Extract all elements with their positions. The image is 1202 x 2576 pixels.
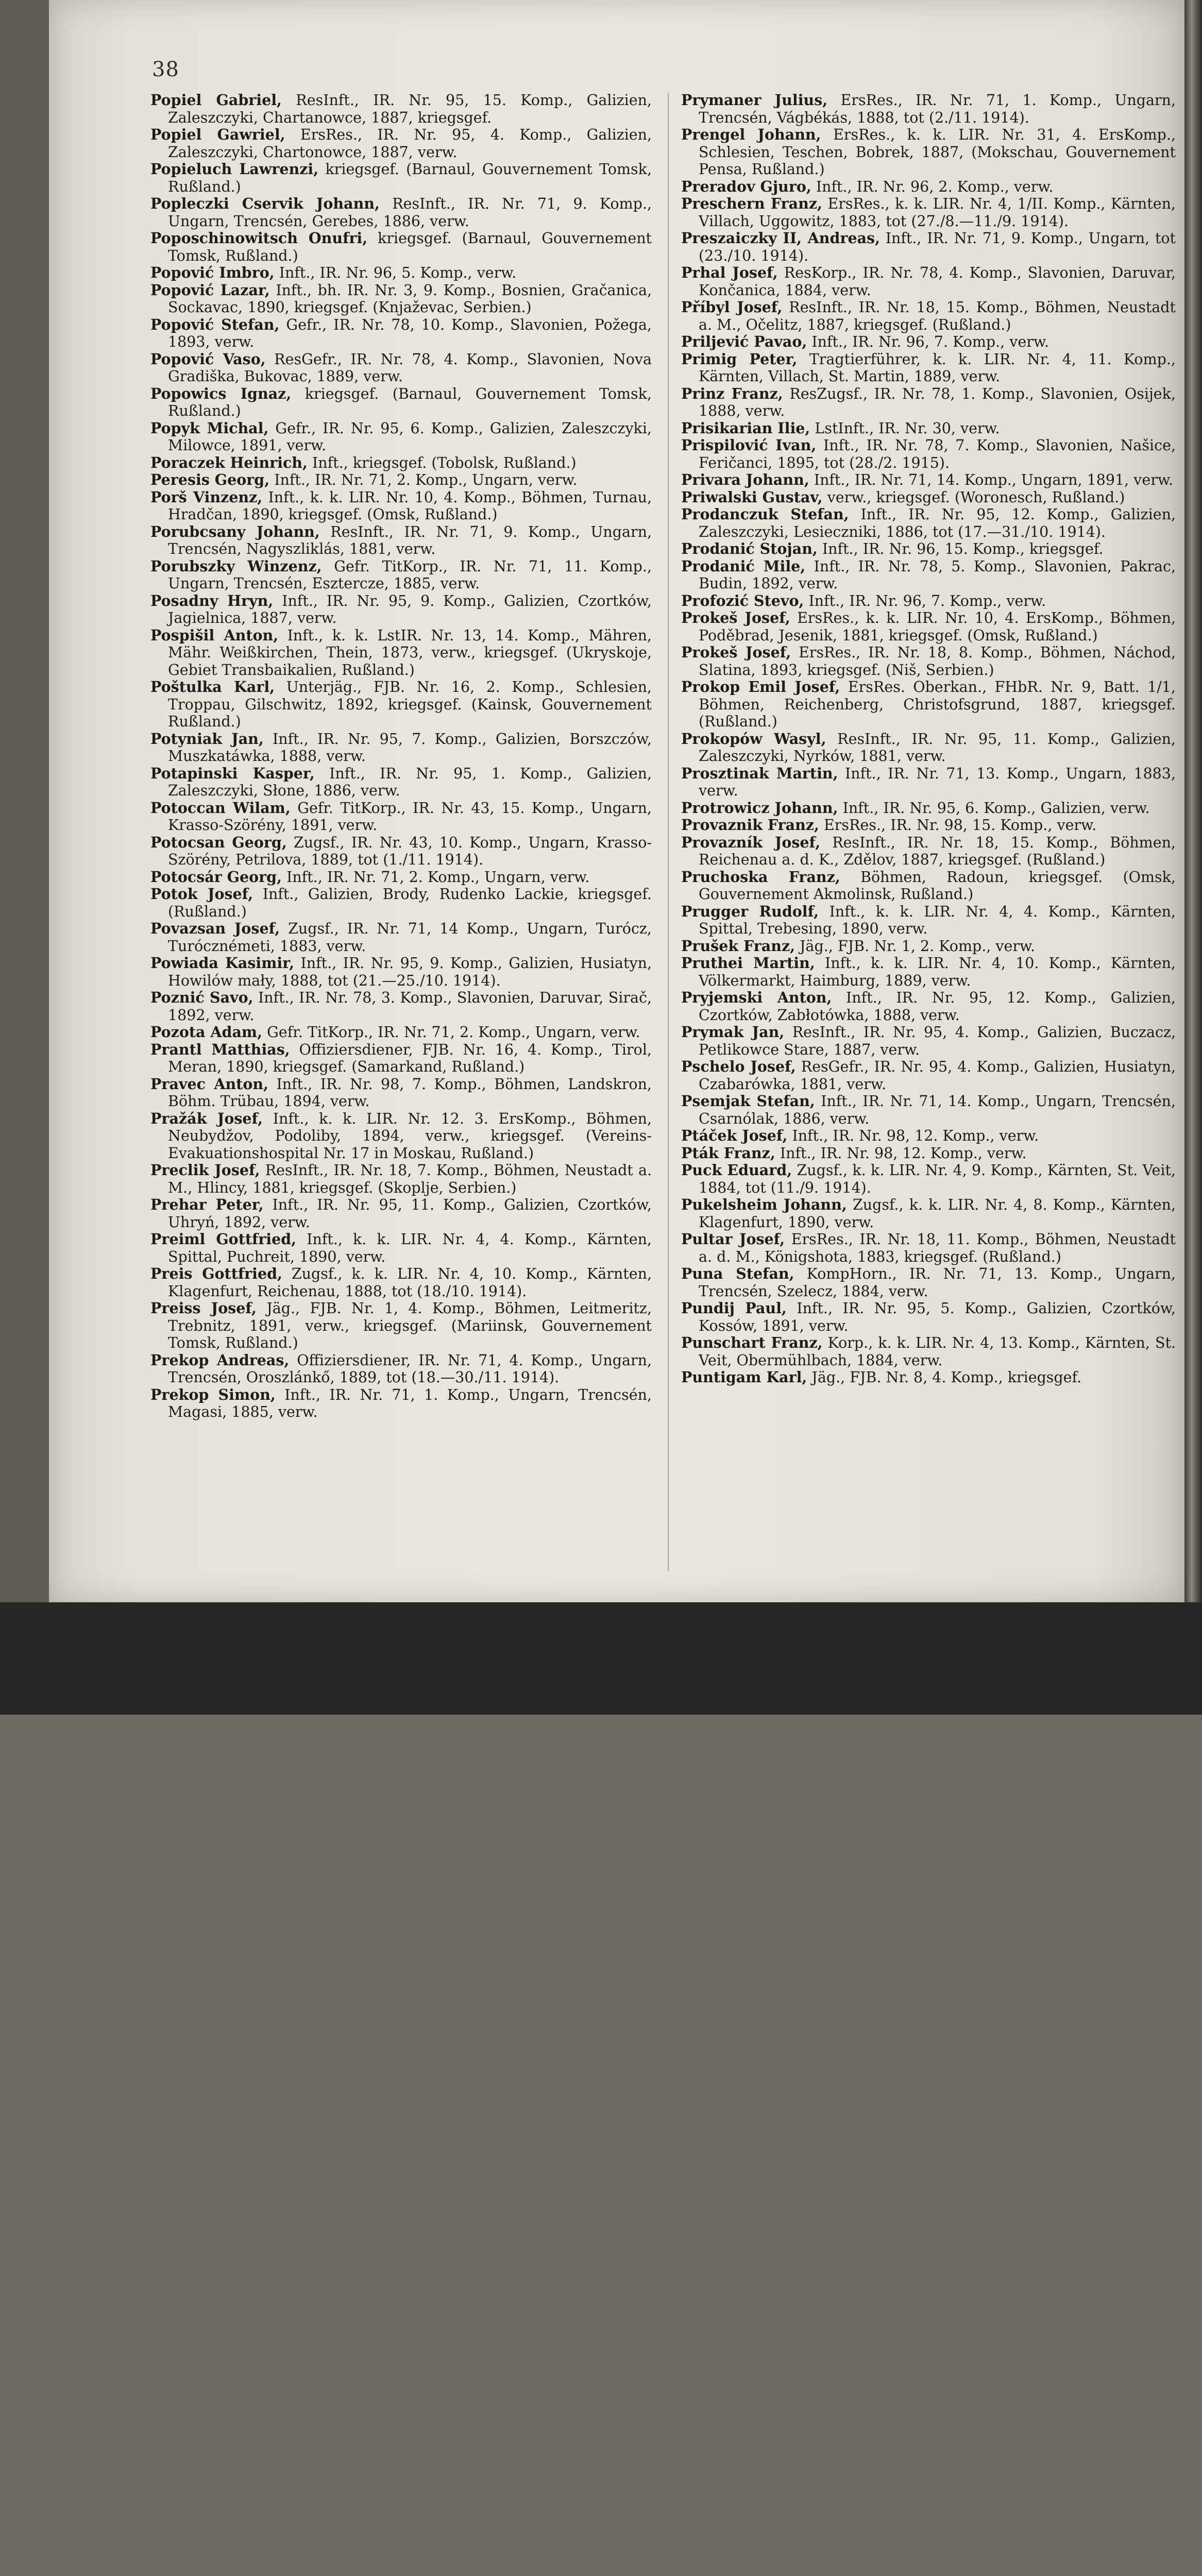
- entry-details: Inft., IR. Nr. 95, 5. Komp., Galizien, Czortków, Kossów, 1891, verw.: [699, 1300, 1176, 1334]
- entry-name: Potoccan Wilam,: [150, 799, 291, 817]
- entry-details: kriegsgef. (Barnaul, Gouvernement Tomsk, Rußland.): [168, 230, 652, 264]
- register-entry: [150, 1386, 652, 1421]
- column-divider: [668, 93, 669, 1571]
- entry-details: Inft., IR. Nr. 71, 14. Komp., Ungarn, 1891, verw.: [814, 471, 1173, 488]
- entry-name: Privara Johann,: [681, 471, 809, 488]
- register-entry: [150, 989, 652, 1024]
- entry-details: ResInft., IR. Nr. 95, 15. Komp., Galizien, Zaleszczyki, Chartanowce, 1887, kriegsgef.: [168, 92, 652, 126]
- entry-name: Prokopów Wasyl,: [681, 730, 826, 748]
- register-entry: [681, 264, 1176, 299]
- entry-details: Offiziersdiener, IR. Nr. 71, 4. Komp., Ungarn, Trencsén, Oroszlánkő, 1889, tot (18.—30./11. 1914).: [168, 1351, 652, 1386]
- entry-details: ResGefr., IR. Nr. 95, 4. Komp., Galizien, Husiatyn, Czabarówka, 1881, verw.: [699, 1058, 1176, 1093]
- entry-name: Pschelo Josef,: [681, 1058, 796, 1075]
- entry-details: ErsRes., k. k. LIR. Nr. 31, 4. ErsKomp., Schlesien, Teschen, Bobrek, 1887, (Mokschau, Gouvernement Pensa, Rußland.): [699, 126, 1176, 178]
- register-entry: [681, 800, 1176, 817]
- entry-details: Inft., k. k. LstIR. Nr. 13, 14. Komp., Mähren, Mähr. Weißkirchen, Thein, 1873, verw., kriegsgef. (Ukryskoje, Gebiet Transbaikalien, Rußland.): [168, 626, 652, 679]
- entry-name: Porubszky Winzenz,: [150, 557, 322, 575]
- entry-details: Inft., IR. Nr. 78, 5. Komp., Slavonien, Pakrac, Budin, 1892, verw.: [699, 557, 1176, 592]
- entry-name: Popowics Ignaz,: [150, 384, 292, 402]
- register-entry: [681, 955, 1176, 989]
- entry-name: Preszaiczky II, Andreas,: [681, 229, 881, 247]
- register-entry: [681, 592, 1176, 610]
- entry-details: Unterjäg., FJB. Nr. 16, 2. Komp., Schlesien, Troppau, Gilschwitz, 1892, kriegsgef. (Kainsk, Gouvernement Rußland.): [168, 679, 652, 730]
- entry-name: Prispilović Ivan,: [681, 436, 817, 454]
- entry-name: Psemjak Stefan,: [681, 1092, 815, 1110]
- entry-details: Gefr. TitKorp., IR. Nr. 71, 2. Komp., Ungarn, verw.: [267, 1024, 640, 1041]
- entry-details: Inft., IR. Nr. 78, 3. Komp., Slavonien, Daruvar, Sirač, 1892, verw.: [168, 989, 652, 1024]
- register-entry: [150, 230, 652, 264]
- entry-name: Preiml Gottfried,: [150, 1230, 297, 1248]
- entry-name: Pundij Paul,: [681, 1299, 787, 1317]
- register-entry: [150, 558, 652, 592]
- register-entry: [681, 817, 1176, 834]
- register-entry: [681, 178, 1176, 196]
- entry-details: ErsRes. Oberkan., FHbR. Nr. 9, Batt. 1/1, Böhmen, Reichenberg, Christofsgrund, 1887, kriegsgef. (Rußland.): [699, 679, 1176, 730]
- entry-details: ResInft., IR. Nr. 71, 9. Komp., Ungarn, Trencsén, Gerebes, 1886, verw.: [168, 195, 652, 230]
- register-entry: [681, 834, 1176, 869]
- entry-name: Pruchoska Franz,: [681, 868, 840, 886]
- entry-name: Prinz Franz,: [681, 384, 783, 402]
- entry-name: Pruthei Martin,: [681, 954, 815, 972]
- entry-details: Zugsf., k. k. LIR. Nr. 4, 9. Komp., Kärnten, St. Veit, 1884, tot (11./9. 1914).: [699, 1162, 1176, 1196]
- register-entry: [150, 1024, 652, 1041]
- entry-name: Porubcsany Johann,: [150, 522, 320, 540]
- entry-details: Zugsf., IR. Nr. 71, 14 Komp., Ungarn, Turócz, Turócznémeti, 1883, verw.: [168, 920, 652, 955]
- entry-name: Puntigam Karl,: [681, 1368, 807, 1386]
- register-entry: [150, 420, 652, 454]
- entry-details: Inft., IR. Nr. 98, 7. Komp., Böhmen, Landskron, Böhm. Trübau, 1894, verw.: [168, 1075, 652, 1110]
- entry-details: ResInft., IR. Nr. 95, 4. Komp., Galizien, Buczacz, Petlikowce Stare, 1887, verw.: [699, 1024, 1176, 1058]
- register-entry: [150, 126, 652, 161]
- entry-name: Prokeš Josef,: [681, 643, 791, 661]
- register-entry: [681, 679, 1176, 731]
- entry-name: Prekop Andreas,: [150, 1351, 290, 1369]
- entry-details: kriegsgef. (Barnaul, Gouvernement Tomsk, Rußland.): [168, 161, 652, 195]
- register-entry: [681, 1058, 1176, 1093]
- entry-details: Zugsf., IR. Nr. 43, 10. Komp., Ungarn, Krasso-Szörény, Petrilova, 1889, tot (1./11. 1914).: [168, 834, 652, 868]
- register-entry: [150, 1265, 652, 1300]
- entry-name: Poštulka Karl,: [150, 678, 275, 696]
- entry-name: Popleczki Cservik Johann,: [150, 195, 380, 212]
- register-entry: [681, 1196, 1176, 1231]
- register-entry: [681, 195, 1176, 230]
- entry-details: Inft., IR. Nr. 98, 12. Komp., verw.: [792, 1127, 1039, 1144]
- entry-details: Inft., k. k. LIR. Nr. 4, 10. Komp., Kärnten, Völkermarkt, Haimburg, 1889, verw.: [699, 955, 1176, 989]
- entry-details: Inft., bh. IR. Nr. 3, 9. Komp., Bosnien, Gračanica, Sockavac, 1890, kriegsgef. (Knjaževac, Serbien.): [168, 281, 652, 316]
- register-entry: [681, 903, 1176, 938]
- entry-details: ResInft., IR. Nr. 18, 7. Komp., Böhmen, Neustadt a. M., Hlincy, 1881, kriegsgef. (Skoplje, Serbien.): [168, 1162, 652, 1196]
- register-entry: [150, 282, 652, 316]
- entry-name: Pultar Josef,: [681, 1230, 785, 1248]
- register-entry: [150, 834, 652, 869]
- register-entry: [150, 1162, 652, 1196]
- entry-name: Prisikarian Ilie,: [681, 419, 810, 437]
- register-entry: [681, 540, 1176, 558]
- entry-details: Inft., IR. Nr. 98, 12. Komp., verw.: [780, 1144, 1027, 1162]
- entry-name: Příbyl Josef,: [681, 298, 783, 316]
- entry-details: Inft., k. k. LIR. Nr. 4, 4. Komp., Kärnten, Spittal, Puchreit, 1890, verw.: [168, 1231, 652, 1265]
- register-entry: [681, 351, 1176, 385]
- register-entry: [681, 609, 1176, 644]
- entry-details: ResGefr., IR. Nr. 78, 4. Komp., Slavonien, Nova Gradiška, Bukovac, 1889, verw.: [168, 350, 652, 385]
- entry-details: Inft., IR. Nr. 71, 13. Komp., Ungarn, 1883, verw.: [699, 765, 1176, 799]
- entry-details: Gefr. TitKorp., IR. Nr. 43, 15. Komp., Ungarn, Krasso-Szörény, 1891, verw.: [168, 799, 652, 834]
- entry-details: Tragtierführer, k. k. LIR. Nr. 4, 11. Komp., Kärnten, Villach, St. Martin, 1889, verw.: [699, 350, 1176, 385]
- entry-name: Posadny Hryn,: [150, 591, 274, 609]
- register-entry: [150, 765, 652, 800]
- entry-name: Punschart Franz,: [681, 1334, 823, 1351]
- entry-name: Pozota Adam,: [150, 1023, 263, 1041]
- entry-details: Inft., IR. Nr. 95, 12. Komp., Galizien, Zaleszczyki, Lesieczniki, 1886, tot (17.—31./10. 1914).: [699, 506, 1176, 540]
- entry-details: Inft., Galizien, Brody, Rudenko Lackie, kriegsgef. (Rußland.): [168, 886, 652, 920]
- register-entry: [681, 437, 1176, 471]
- register-entry: [681, 126, 1176, 178]
- entry-details: Offiziersdiener, FJB. Nr. 16, 4. Komp., Tirol, Meran, 1890, kriegsgef. (Samarkand, Rußland.): [168, 1041, 652, 1075]
- entry-name: Profozić Stevo,: [681, 591, 804, 609]
- page-edge: [1184, 0, 1202, 1715]
- entry-details: Inft., IR. Nr. 96, 5. Komp., verw.: [279, 264, 517, 281]
- entry-name: Popyk Michal,: [150, 419, 269, 437]
- entry-details: Gefr. TitKorp., IR. Nr. 71, 11. Komp., Ungarn, Trencsén, Esztercze, 1885, verw.: [168, 557, 652, 592]
- entry-details: Böhmen, Radoun, kriegsgef. (Omsk, Gouvernement Akmolinsk, Rußland.): [699, 868, 1176, 903]
- entry-details: Zugsf., k. k. LIR. Nr. 4, 10. Komp., Kärnten, Klagenfurt, Reichenau, 1888, tot (18./10. 1914).: [168, 1265, 652, 1300]
- entry-name: Priwalski Gustav,: [681, 488, 823, 506]
- entry-name: Prodanić Mile,: [681, 557, 806, 575]
- entry-details: Gefr., IR. Nr. 95, 6. Komp., Galizien, Zaleszczyki, Milowce, 1891, verw.: [168, 419, 652, 454]
- entry-name: Popieluch Lawrenzi,: [150, 160, 319, 178]
- entry-details: ResInft., IR. Nr. 95, 11. Komp., Galizien, Zaleszczyki, Nyrków, 1881, verw.: [699, 730, 1176, 765]
- register-entry: [681, 1093, 1176, 1127]
- entry-details: Inft., IR. Nr. 71, 2. Komp., Ungarn, verw.: [286, 868, 590, 886]
- entry-details: ResKorp., IR. Nr. 78, 4. Komp., Slavonien, Daruvar, Končanica, 1884, verw.: [699, 264, 1176, 299]
- entry-name: Povazsan Josef,: [150, 920, 280, 937]
- register-entry: [150, 920, 652, 955]
- register-entry: [681, 1127, 1176, 1145]
- page-number: 38: [152, 58, 179, 81]
- entry-details: Inft., IR. Nr. 95, 6. Komp., Galizien, verw.: [842, 799, 1150, 817]
- entry-name: Porš Vinzenz,: [150, 488, 263, 506]
- register-entry: [150, 1231, 652, 1265]
- entry-details: Inft., IR. Nr. 95, 9. Komp., Galizien, Czortków, Jagielnica, 1887, verw.: [168, 592, 652, 626]
- entry-name: Prymaner Julius,: [681, 91, 828, 109]
- register-entry: [150, 592, 652, 627]
- register-entry: [150, 264, 652, 282]
- register-entry: [150, 1300, 652, 1352]
- entry-name: Popović Imbro,: [150, 264, 275, 281]
- register-entry: [150, 523, 652, 558]
- entry-details: ErsRes., IR. Nr. 98, 15. Komp., verw.: [824, 817, 1097, 834]
- register-entry: [681, 1162, 1176, 1196]
- entry-name: Pražák Josef,: [150, 1109, 263, 1127]
- entry-details: LstInft., IR. Nr. 30, verw.: [815, 419, 1000, 437]
- entry-name: Pravec Anton,: [150, 1075, 268, 1093]
- entry-name: Provaznik Franz,: [681, 816, 819, 834]
- register-entry: [150, 454, 652, 472]
- entry-name: Prengel Johann,: [681, 126, 821, 143]
- entry-name: Potok Josef,: [150, 885, 253, 903]
- register-entry: [681, 489, 1176, 506]
- register-entry: [150, 1196, 652, 1231]
- register-entry: [681, 644, 1176, 679]
- entry-name: Prodanczuk Stefan,: [681, 505, 849, 523]
- register-entry: [150, 1041, 652, 1076]
- register-entry: [681, 230, 1176, 264]
- register-entry: [150, 316, 652, 351]
- entry-details: Gefr., IR. Nr. 78, 10. Komp., Slavonien, Požega, 1893, verw.: [168, 316, 652, 350]
- register-entry: [150, 195, 652, 230]
- entry-name: Protrowicz Johann,: [681, 799, 838, 817]
- entry-details: Inft., IR. Nr. 96, 15. Komp., kriegsgef.: [822, 540, 1104, 557]
- register-entry: [681, 1369, 1176, 1386]
- entry-details: Inft., IR. Nr. 71, 14. Komp., Ungarn, Trencsén, Csarnólak, 1886, verw.: [699, 1093, 1176, 1127]
- register-entry: [681, 765, 1176, 800]
- entry-name: Preclik Josef,: [150, 1161, 260, 1179]
- register-entry: [681, 989, 1176, 1024]
- register-entry: [681, 1334, 1176, 1369]
- entry-details: Inft., IR. Nr. 96, 7. Komp., verw.: [811, 333, 1049, 350]
- right-column: [681, 92, 1176, 1386]
- entry-details: Jäg., FJB. Nr. 1, 2. Komp., verw.: [800, 937, 1036, 955]
- left-column: [150, 92, 652, 1421]
- entry-details: Inft., IR. Nr. 95, 12. Komp., Galizien, Czortków, Zabłotówka, 1888, verw.: [699, 989, 1176, 1024]
- entry-name: Prymak Jan,: [681, 1023, 785, 1041]
- register-entry: [150, 627, 652, 679]
- entry-details: ErsRes., IR. Nr. 18, 11. Komp., Böhmen, Neustadt a. d. M., Königshota, 1883, kriegsgef. (Rußland.): [699, 1231, 1176, 1265]
- entry-details: Inft., k. k. LIR. Nr. 12. 3. ErsKomp., Böhmen, Neubydžov, Podoliby, 1894, verw., kriegsgef. (Vereins-Evakuationshospital Nr. 17 in Moskau, Rußland.): [168, 1110, 652, 1162]
- entry-details: ErsRes., IR. Nr. 71, 1. Komp., Ungarn, Trencsén, Vágbékás, 1888, tot (2./11. 1914).: [699, 92, 1176, 126]
- register-entry: [150, 886, 652, 920]
- entry-name: Provazník Josef,: [681, 833, 821, 851]
- register-entry: [681, 1145, 1176, 1162]
- entry-name: Pryjemski Anton,: [681, 989, 832, 1006]
- register-entry: [150, 471, 652, 489]
- entry-details: ErsRes., IR. Nr. 95, 4. Komp., Galizien, Zaleszczyki, Chartonowce, 1887, verw.: [168, 126, 652, 161]
- entry-details: Inft., IR. Nr. 95, 9. Komp., Galizien, Husiatyn, Howilów mały, 1888, tot (21.—25./10. 1914).: [168, 955, 652, 989]
- entry-name: Pukelsheim Johann,: [681, 1196, 847, 1213]
- entry-name: Prantl Matthias,: [150, 1040, 290, 1058]
- entry-name: Preiss Josef,: [150, 1299, 257, 1317]
- entry-name: Potyniak Jan,: [150, 730, 264, 748]
- entry-name: Prekop Simon,: [150, 1385, 276, 1403]
- entry-name: Popović Lazar,: [150, 281, 270, 299]
- entry-name: Prugger Rudolf,: [681, 902, 819, 920]
- register-entry: [150, 679, 652, 731]
- entry-name: Primig Peter,: [681, 350, 798, 368]
- entry-name: Poraczek Heinrich,: [150, 453, 308, 471]
- register-entry: [150, 1076, 652, 1110]
- entry-name: Prokeš Josef,: [681, 609, 790, 626]
- register-entry: [681, 299, 1176, 333]
- viewer-footer: [0, 1602, 1202, 1715]
- register-entry: [681, 938, 1176, 955]
- entry-details: Inft., IR. Nr. 78, 7. Komp., Slavonien, Našice, Feričanci, 1895, tot (28./2. 1915).: [699, 437, 1176, 471]
- entry-details: Inft., kriegsgef. (Tobolsk, Rußland.): [312, 454, 577, 471]
- entry-details: Inft., IR. Nr. 95, 1. Komp., Galizien, Zaleszczyki, Słone, 1886, verw.: [168, 765, 652, 799]
- entry-name: Prušek Franz,: [681, 937, 795, 955]
- register-entry: [150, 161, 652, 195]
- register-entry: [150, 92, 652, 126]
- register-entry: [150, 869, 652, 886]
- entry-name: Pták Franz,: [681, 1144, 775, 1162]
- entry-details: ResInft., IR. Nr. 71, 9. Komp., Ungarn, Trencsén, Nagyszliklás, 1881, verw.: [168, 523, 652, 557]
- register-entry: [681, 558, 1176, 592]
- entry-details: kriegsgef. (Barnaul, Gouvernement Tomsk, Rußland.): [168, 385, 652, 419]
- entry-name: Potapinski Kasper,: [150, 764, 315, 782]
- entry-details: KompHorn., IR. Nr. 71, 13. Komp., Ungarn, Trencsén, Szelecz, 1884, verw.: [699, 1265, 1176, 1300]
- entry-details: Inft., IR. Nr. 95, 7. Komp., Galizien, Borszczów, Muszkatáwka, 1888, verw.: [168, 730, 652, 765]
- entry-details: Jäg., FJB. Nr. 1, 4. Komp., Böhmen, Leitmeritz, Trebnitz, 1891, verw., kriegsgef. (Mariinsk, Gouvernement Tomsk, Rußland.): [168, 1300, 652, 1351]
- entry-name: Priljević Pavao,: [681, 333, 807, 350]
- register-entry: [681, 869, 1176, 903]
- entry-details: Inft., k. k. LIR. Nr. 10, 4. Komp., Böhmen, Turnau, Hradčan, 1890, kriegsgef. (Omsk, Rußland.): [168, 488, 652, 523]
- entry-details: ErsRes., k. k. LIR. Nr. 4, 1/II. Komp., Kärnten, Villach, Uggowitz, 1883, tot (27./8.—11./9. 1914).: [699, 195, 1176, 230]
- entry-details: Korp., k. k. LIR. Nr. 4, 13. Komp., Kärnten, St. Veit, Obermühlbach, 1884, verw.: [699, 1334, 1176, 1369]
- register-entry: [150, 800, 652, 834]
- entry-details: Inft., IR. Nr. 96, 7. Komp., verw.: [808, 592, 1046, 609]
- register-entry: [681, 1024, 1176, 1058]
- entry-name: Poznić Savo,: [150, 989, 253, 1006]
- entry-name: Popović Stefan,: [150, 315, 280, 333]
- register-entry: [681, 731, 1176, 765]
- entry-details: Inft., IR. Nr. 95, 11. Komp., Galizien, Czortków, Uhryń, 1892, verw.: [168, 1196, 652, 1231]
- entry-name: Powiada Kasimir,: [150, 954, 295, 972]
- entry-details: ResInft., IR. Nr. 18, 15. Komp., Böhmen, Neustadt a. M., Očelitz, 1887, kriegsgef. (Rußland.): [699, 299, 1176, 333]
- entry-name: Preis Gottfried,: [150, 1265, 282, 1282]
- entry-name: Poposchinowitsch Onufri,: [150, 229, 368, 247]
- entry-name: Popović Vaso,: [150, 350, 266, 368]
- entry-details: ErsRes., IR. Nr. 18, 8. Komp., Böhmen, Náchod, Slatina, 1893, kriegsgef. (Niš, Serbien.): [699, 644, 1176, 679]
- entry-name: Potocsár Georg,: [150, 868, 282, 886]
- entry-name: Preschern Franz,: [681, 195, 822, 212]
- entry-name: Prokop Emil Josef,: [681, 678, 840, 696]
- entry-details: Inft., IR. Nr. 71, 9. Komp., Ungarn, tot (23./10. 1914).: [699, 230, 1176, 264]
- entry-details: Zugsf., k. k. LIR. Nr. 4, 8. Komp., Kärnten, Klagenfurt, 1890, verw.: [699, 1196, 1176, 1231]
- entry-name: Puck Eduard,: [681, 1161, 792, 1179]
- register-entry: [681, 1265, 1176, 1300]
- entry-name: Potocsan Georg,: [150, 833, 287, 851]
- entry-name: Prodanić Stojan,: [681, 540, 818, 557]
- entry-details: Inft., IR. Nr. 71, 1. Komp., Ungarn, Trencsén, Magasi, 1885, verw.: [168, 1386, 652, 1420]
- entry-name: Popiel Gabriel,: [150, 91, 282, 109]
- entry-details: Inft., k. k. LIR. Nr. 4, 4. Komp., Kärnten, Spittal, Trebesing, 1890, verw.: [699, 903, 1176, 937]
- register-entry: [681, 471, 1176, 489]
- register-entry: [681, 385, 1176, 420]
- entry-name: Preradov Gjuro,: [681, 177, 811, 195]
- entry-name: Peresis Georg,: [150, 471, 270, 488]
- entry-details: Jäg., FJB. Nr. 8, 4. Komp., kriegsgef.: [811, 1369, 1082, 1386]
- register-entry: [150, 731, 652, 765]
- entry-name: Ptáček Josef,: [681, 1127, 788, 1144]
- register-entry: [681, 1231, 1176, 1265]
- register-entry: [150, 489, 652, 523]
- entry-details: ResInft., IR. Nr. 18, 15. Komp., Böhmen, Reichenau a. d. K., Zdělov, 1887, kriegsgef. (Rußland.): [699, 834, 1176, 868]
- entry-name: Puna Stefan,: [681, 1265, 794, 1282]
- entry-details: ErsRes., k. k. LIR. Nr. 10, 4. ErsKomp., Böhmen, Poděbrad, Jesenik, 1881, kriegsgef. (Omsk, Rußland.): [699, 609, 1176, 644]
- entry-name: Pospišil Anton,: [150, 626, 279, 644]
- entry-name: Popiel Gawriel,: [150, 126, 285, 143]
- entry-details: ResZugsf., IR. Nr. 78, 1. Komp., Slavonien, Osijek, 1888, verw.: [699, 385, 1176, 419]
- register-entry: [150, 1110, 652, 1162]
- register-entry: [681, 333, 1176, 351]
- entry-details: verw., kriegsgef. (Woronesch, Rußland.): [827, 488, 1125, 506]
- register-entry: [681, 506, 1176, 540]
- entry-name: Prosztinak Martin,: [681, 764, 838, 782]
- register-entry: [681, 1300, 1176, 1334]
- register-entry: [150, 351, 652, 385]
- register-entry: [681, 420, 1176, 437]
- register-entry: [150, 1352, 652, 1386]
- entry-details: Inft., IR. Nr. 71, 2. Komp., Ungarn, verw.: [274, 471, 578, 488]
- entry-name: Prehar Peter,: [150, 1196, 264, 1213]
- register-entry: [150, 385, 652, 420]
- entry-name: Prhal Josef,: [681, 264, 778, 281]
- register-entry: [150, 955, 652, 989]
- register-entry: [681, 92, 1176, 126]
- entry-details: Inft., IR. Nr. 96, 2. Komp., verw.: [816, 178, 1054, 195]
